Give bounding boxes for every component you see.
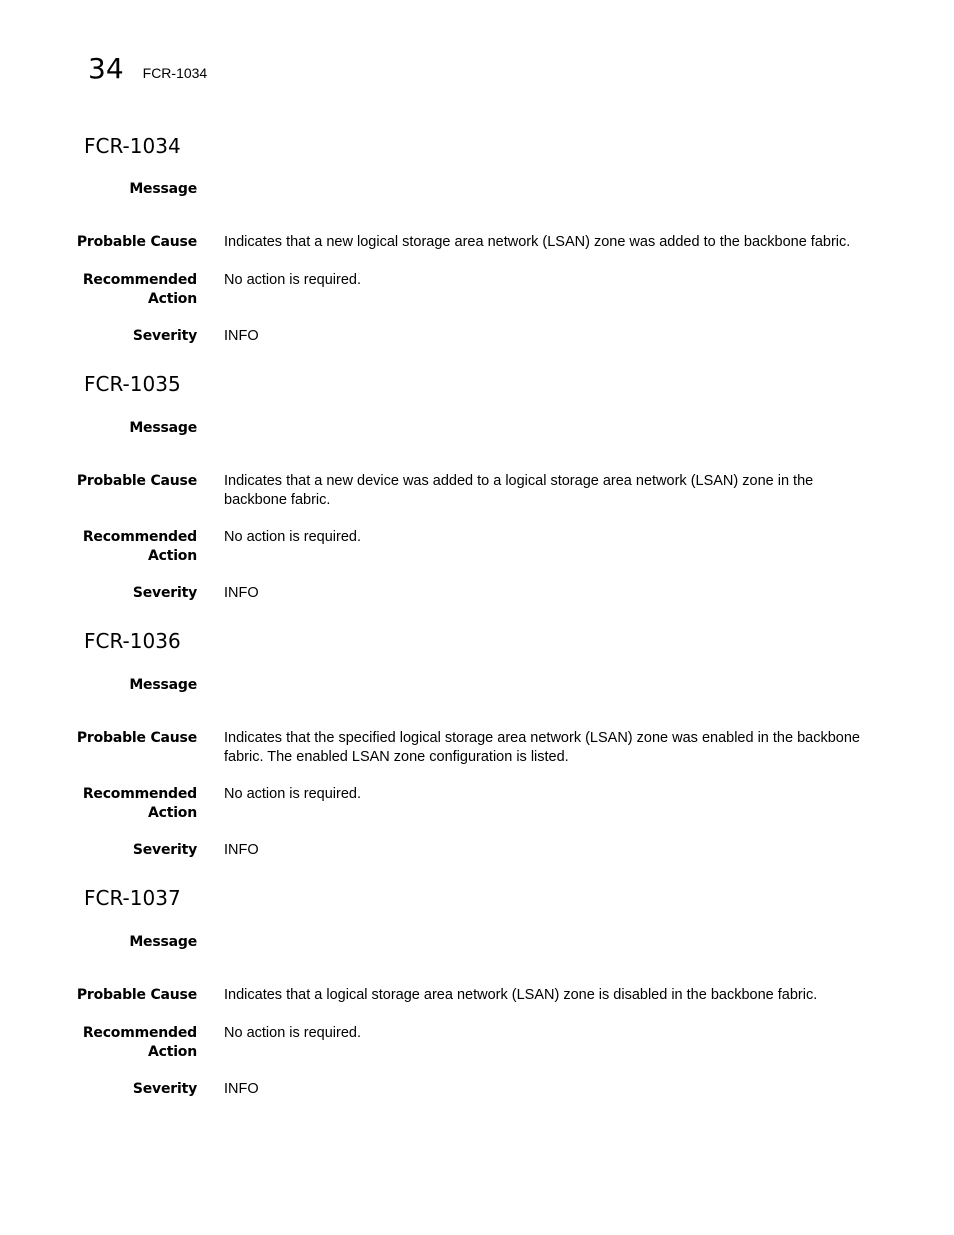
page-header (88, 52, 207, 85)
probable-cause-label: Probable Cause (76, 730, 197, 746)
severity-value: INFO (224, 842, 259, 858)
recommended-action-text: No action is required. (224, 272, 362, 288)
message-label: Message (129, 677, 197, 693)
message-label: Message (129, 420, 197, 436)
probable-cause-label: Probable Cause (76, 473, 197, 489)
running-head: FCR-1034 (142, 65, 208, 81)
severity-label: Severity (132, 328, 197, 344)
probable-cause-label: Probable Cause (76, 987, 197, 1003)
chapter-number: 34 (88, 52, 124, 85)
severity-label: Severity (132, 842, 197, 858)
probable-cause-text: Indicates that a new logical storage area network (LSAN) zone was added to the backbone fabric. (224, 234, 851, 250)
message-label: Message (129, 934, 197, 950)
recommended-action-label: Recommended Action (82, 1025, 197, 1060)
recommended-action-text: No action is required. (224, 786, 362, 802)
section-title: FCR-1036 (84, 629, 181, 653)
section-title: FCR-1037 (84, 886, 181, 910)
recommended-action-text: No action is required. (224, 1025, 362, 1041)
severity-value: INFO (224, 585, 259, 601)
message-label: Message (129, 181, 197, 197)
recommended-action-text: No action is required. (224, 529, 362, 545)
section-title: FCR-1035 (84, 372, 181, 396)
recommended-action-label: Recommended Action (82, 529, 197, 564)
probable-cause-text: Indicates that the specified logical storage area network (LSAN) zone was enabled in the backbone fabric. The enabled LSAN zone configuration is listed. (224, 730, 860, 765)
severity-label: Severity (132, 585, 197, 601)
severity-value: INFO (224, 328, 259, 344)
probable-cause-text: Indicates that a new device was added to a logical storage area network (LSAN) zone in the backbone fabric. (224, 473, 814, 508)
severity-label: Severity (132, 1081, 197, 1097)
severity-value: INFO (224, 1081, 259, 1097)
probable-cause-label: Probable Cause (76, 234, 197, 250)
section-title: FCR-1034 (84, 134, 181, 158)
recommended-action-label: Recommended Action (82, 786, 197, 821)
recommended-action-label: Recommended Action (82, 272, 197, 307)
probable-cause-text: Indicates that a logical storage area network (LSAN) zone is disabled in the backbone fabric. (224, 987, 818, 1003)
